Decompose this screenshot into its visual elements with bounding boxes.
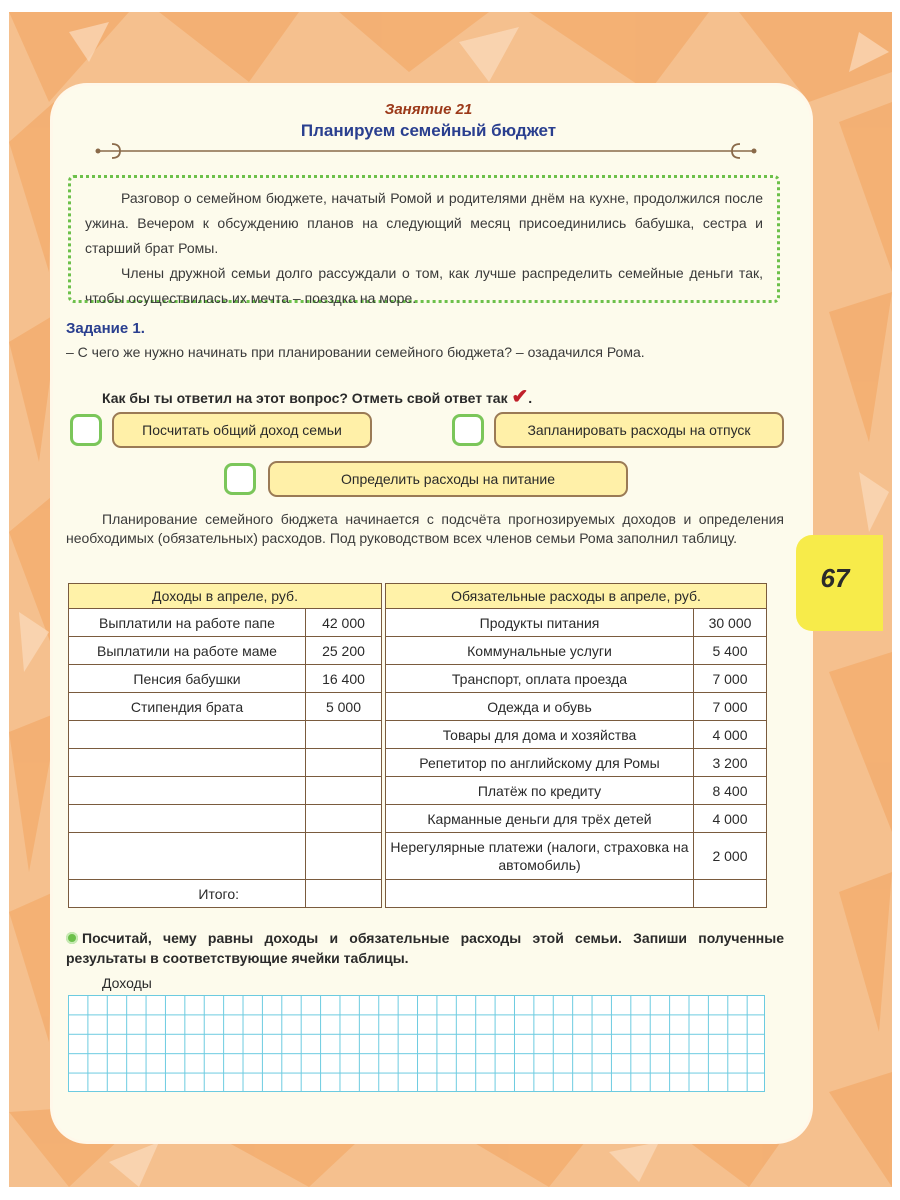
option-2-label[interactable]: Запланировать расходы на отпуск: [494, 412, 784, 448]
income-label-empty[interactable]: [69, 749, 306, 777]
income-label: Выплатили на работе папе: [69, 609, 306, 637]
task-heading: Задание 1.: [66, 320, 145, 337]
income-value: 5 000: [306, 693, 382, 721]
income-header: Доходы в апреле, руб.: [69, 584, 382, 609]
table-header-row: [69, 584, 767, 609]
task-question: [102, 384, 532, 409]
income-label-empty[interactable]: [69, 805, 306, 833]
lesson-title: Планируем семейный бюджет: [300, 121, 557, 140]
expense-label: Коммунальные услуги: [386, 637, 694, 665]
income-value-empty[interactable]: [306, 805, 382, 833]
intro-paragraph-1: Разговор о семейном бюджете, начатый Ромой и родителями днём на кухне, продолжился после ужина. Вечером к обсуждению планов на следующий месяц присоединились бабушка, сестра и старший брат Ромы.: [85, 190, 763, 256]
table-row: [69, 665, 767, 693]
expense-total-cell[interactable]: [694, 880, 767, 908]
intro-text-box: [68, 175, 780, 306]
expense-label: Нерегулярные платежи (налоги, страховка на автомобиль): [386, 833, 694, 880]
lesson-number: Занятие 21: [384, 101, 473, 118]
expense-value: 30 000: [694, 609, 767, 637]
expense-label: Репетитор по английскому для Ромы: [386, 749, 694, 777]
question-text: Как бы ты ответил на этот вопрос? Отметь свой ответ так: [102, 390, 508, 406]
expense-label: Карманные деньги для трёх детей: [386, 805, 694, 833]
expense-label: Платёж по кредиту: [386, 777, 694, 805]
table-row: [69, 805, 767, 833]
income-label-empty[interactable]: [69, 833, 306, 880]
expense-label: Транспорт, оплата проезда: [386, 665, 694, 693]
instruction-text: Посчитай, чему равны доходы и обязательные расходы этой семьи. Запиши полученные результаты в соответствующие ячейки таблицы.: [66, 930, 784, 966]
total-row: [69, 880, 767, 908]
income-label: Выплатили на работе маме: [69, 637, 306, 665]
option-3-checkbox[interactable]: [224, 463, 256, 495]
expense-value: 2 000: [694, 833, 767, 880]
income-value-empty[interactable]: [306, 833, 382, 880]
option-1-checkbox[interactable]: [70, 414, 102, 446]
income-value-empty[interactable]: [306, 777, 382, 805]
question-end: .: [528, 390, 533, 406]
table-row: [69, 777, 767, 805]
option-3-label[interactable]: Определить расходы на питание: [268, 461, 628, 497]
income-total-cell[interactable]: [306, 880, 382, 908]
table-row: [69, 721, 767, 749]
expense-total-label-cell: [386, 880, 694, 908]
table-row: [69, 833, 767, 880]
expense-value: 7 000: [694, 693, 767, 721]
bullet-icon: [66, 932, 78, 944]
expense-value: 8 400: [694, 777, 767, 805]
expense-label: Товары для дома и хозяйства: [386, 721, 694, 749]
income-label-empty[interactable]: [69, 777, 306, 805]
income-value: 25 200: [306, 637, 382, 665]
income-value: 42 000: [306, 609, 382, 637]
option-1-label[interactable]: Посчитать общий доход семьи: [112, 412, 372, 448]
income-value-empty[interactable]: [306, 749, 382, 777]
instruction: [66, 928, 784, 968]
income-label: Пенсия бабушки: [69, 665, 306, 693]
total-label: Итого:: [69, 880, 306, 908]
expense-value: 4 000: [694, 721, 767, 749]
expense-value: 5 400: [694, 637, 767, 665]
income-value: 16 400: [306, 665, 382, 693]
budget-table: [68, 583, 767, 908]
task-text: – С чего же нужно начинать при планировании семейного бюджета? – озадачился Рома.: [66, 344, 645, 360]
answer-grid[interactable]: [68, 995, 765, 1092]
income-value-empty[interactable]: [306, 721, 382, 749]
budget-paragraph: [66, 510, 784, 548]
grid-label: Доходы: [102, 975, 152, 991]
income-label-empty[interactable]: [69, 721, 306, 749]
checkmark-icon: ✔: [511, 386, 529, 408]
expense-value: 3 200: [694, 749, 767, 777]
budget-paragraph-text: Планирование семейного бюджета начинается с подсчёта прогнозируемых доходов и определения необходимых (обязательных) расходов. Под руководством всех членов семьи Рома заполнил таблицу.: [66, 511, 784, 546]
option-2-checkbox[interactable]: [452, 414, 484, 446]
table-row: [69, 693, 767, 721]
expense-label: Продукты питания: [386, 609, 694, 637]
table-row: [69, 749, 767, 777]
page-number: 67: [820, 563, 850, 593]
intro-paragraph-2: Члены дружной семьи долго рассуждали о том, как лучше распределить семейные деньги так, чтобы осуществилась их мечта – поездка на море.: [85, 265, 763, 306]
expense-label: Одежда и обувь: [386, 693, 694, 721]
expense-header: Обязательные расходы в апреле, руб.: [386, 584, 767, 609]
expense-value: 4 000: [694, 805, 767, 833]
expense-value: 7 000: [694, 665, 767, 693]
table-row: [69, 609, 767, 637]
income-label: Стипендия брата: [69, 693, 306, 721]
table-row: [69, 637, 767, 665]
ornament-divider: [92, 140, 760, 162]
